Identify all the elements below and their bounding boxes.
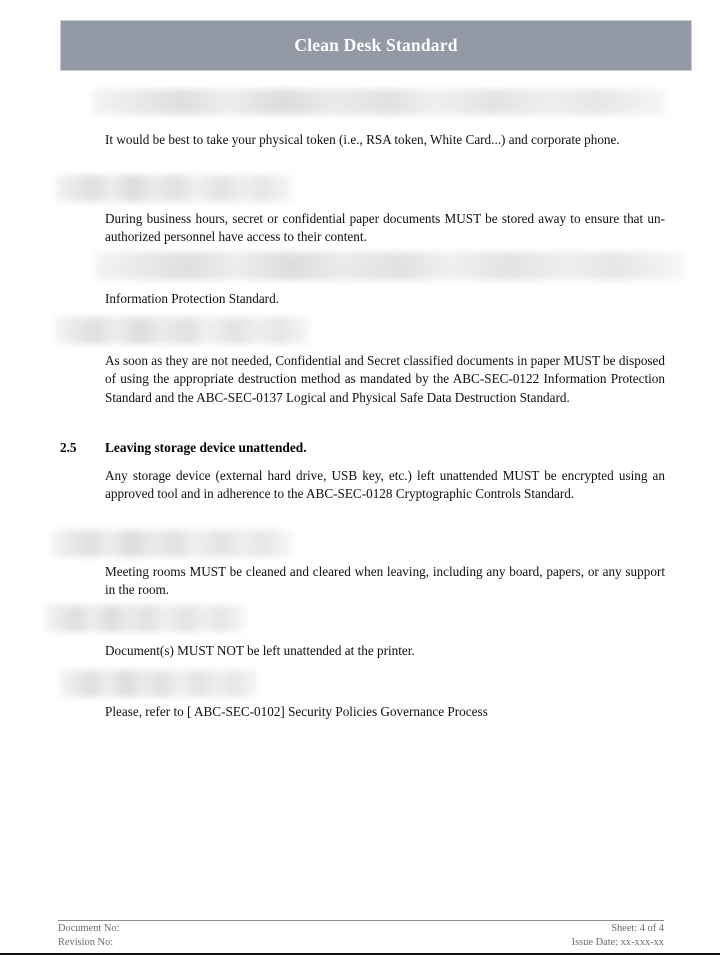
redacted-heading-3 xyxy=(95,252,685,280)
redacted-heading-6 xyxy=(45,605,245,632)
paragraph-storage-device: Any storage device (external hard drive, USB key, etc.) left unattended MUST be encrypted using an approved tool and in adherence to the ABC-SEC-0128 Cryptographic Controls Standard. xyxy=(105,468,665,502)
footer-sheet-number: Sheet: 4 of 4 xyxy=(611,923,664,934)
paragraph-destruction-method: As soon as they are not needed, Confidential and Secret classified documents in paper MUST be disposed of using the appropriate destruction method as mandated by the ABC-SEC-0122 Information Protection Standard and the ABC-SEC-0137 Logical and Physical Safe Data Destruction Standard. xyxy=(105,353,665,405)
redacted-heading-4 xyxy=(55,317,310,344)
paragraph-governance-process: Please, refer to [ ABC-SEC-0102] Security Policies Governance Process xyxy=(105,704,488,719)
paragraph-printer: Document(s) MUST NOT be left unattended at the printer. xyxy=(105,643,415,658)
footer-left-block xyxy=(58,922,119,949)
footer-document-no: Document No: xyxy=(58,923,120,934)
footer-revision-no: Revision No: xyxy=(58,936,114,948)
footer-right-block xyxy=(572,922,664,949)
section-2-5-number: 2.5 xyxy=(60,440,77,455)
paragraph-physical-token: It would be best to take your physical token (i.e., RSA token, White Card...) and corporate phone. xyxy=(105,132,620,147)
paragraph-business-hours: During business hours, secret or confidential paper documents MUST be stored away to ensure that un- authorized personnel have access to their content. xyxy=(105,211,665,245)
redacted-heading-1 xyxy=(92,89,666,115)
redacted-heading-5 xyxy=(52,530,292,557)
footer-issue-date: Issue Date: xx-xxx-xx xyxy=(571,936,664,948)
footer-divider xyxy=(58,920,664,921)
redacted-heading-2 xyxy=(55,175,292,202)
paragraph-meeting-rooms: Meeting rooms MUST be cleaned and cleared when leaving, including any board, papers, or any support in the room. xyxy=(105,564,665,598)
paragraph-information-protection: Information Protection Standard. xyxy=(105,291,279,306)
page-title: Clean Desk Standard xyxy=(294,34,458,55)
redacted-heading-7 xyxy=(60,670,258,697)
section-2-5-heading: Leaving storage device unattended. xyxy=(105,440,307,455)
document-header-banner xyxy=(60,20,692,71)
